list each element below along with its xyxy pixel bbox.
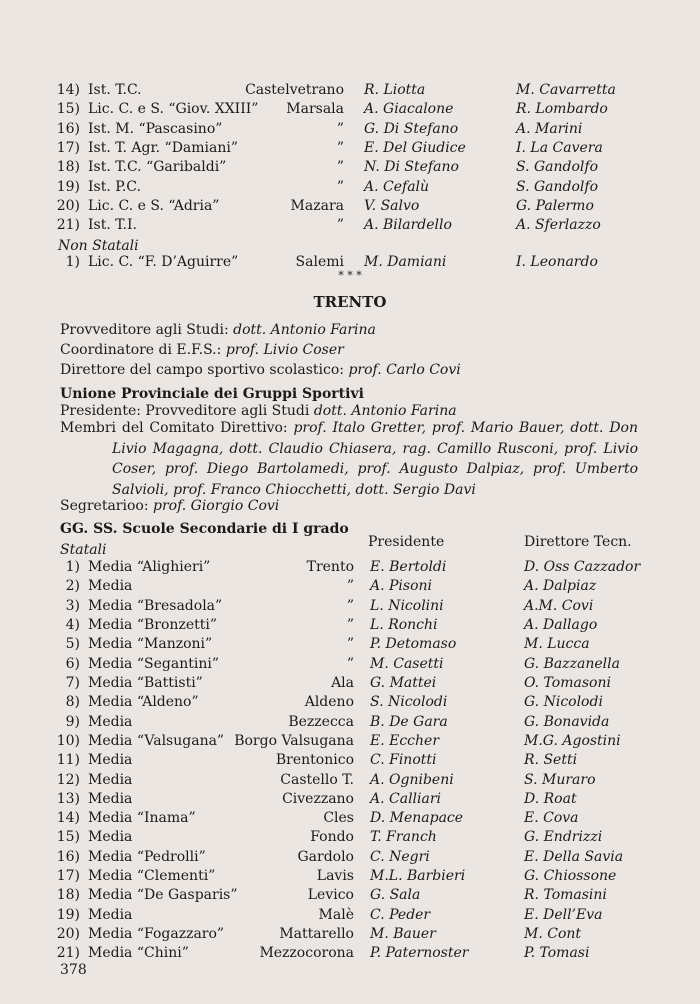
town: Aldeno xyxy=(304,694,354,711)
membri-paragraph xyxy=(60,418,638,500)
row-number: 1) xyxy=(65,254,80,270)
direttore-campo-label: Direttore del campo sportivo scolastico: xyxy=(60,362,349,378)
row-number: 5) xyxy=(65,636,80,653)
school-name: Lic. C. e S. “Adria” xyxy=(88,197,220,214)
table-row xyxy=(0,557,700,577)
town: ” xyxy=(336,120,344,137)
president: M.L. Barbieri xyxy=(370,868,466,885)
school-name: Media “Clementi” xyxy=(88,868,216,885)
technical-director: M. Cavarretta xyxy=(516,82,616,98)
technical-director: G. Nicolodi xyxy=(524,694,603,711)
row-number: 18) xyxy=(56,159,80,176)
table-row xyxy=(0,157,700,177)
town: Castelvetrano xyxy=(245,82,344,98)
non-statali-heading: Non Statali xyxy=(58,238,139,254)
town: Salemi xyxy=(295,254,344,270)
table-row xyxy=(0,731,700,751)
town: Levico xyxy=(307,887,354,904)
school-name: Media “De Gasparis” xyxy=(88,887,238,904)
town: ” xyxy=(346,597,354,614)
technical-director: A. Dalpiaz xyxy=(524,578,597,595)
town: Ala xyxy=(331,674,354,691)
table-row xyxy=(0,866,700,886)
school-name: Media “Alighieri” xyxy=(88,559,211,575)
president: A. Bilardello xyxy=(364,217,452,234)
table-row xyxy=(0,576,700,596)
row-number: 16) xyxy=(56,848,80,865)
membri-label: Membri del Comitato Direttivo: xyxy=(60,420,294,436)
president: A. Pisoni xyxy=(370,578,433,595)
school-name: Media xyxy=(88,752,133,769)
town: Gardolo xyxy=(297,848,354,865)
school-name: Ist. T.C. xyxy=(88,82,142,98)
school-name: Media “Bronzetti” xyxy=(88,616,217,633)
president: V. Salvo xyxy=(364,197,420,214)
page-number: 378 xyxy=(60,962,87,978)
row-number: 11) xyxy=(56,752,80,769)
president: L. Ronchi xyxy=(370,616,438,633)
presidente-value: dott. Antonio Farina xyxy=(313,403,457,419)
row-number: 2) xyxy=(65,578,80,595)
president: S. Nicolodi xyxy=(370,694,448,711)
row-number: 15) xyxy=(56,101,80,118)
town: Fondo xyxy=(310,829,354,846)
row-number: 17) xyxy=(56,868,80,885)
row-number: 21) xyxy=(56,945,80,962)
town: ” xyxy=(336,217,344,234)
unione-heading: Unione Provinciale dei Gruppi Sportivi xyxy=(60,386,364,402)
technical-director: O. Tomasoni xyxy=(524,674,611,691)
table-row xyxy=(0,712,700,732)
table-row xyxy=(0,634,700,654)
president: G. Di Stefano xyxy=(364,120,459,137)
table-row xyxy=(0,770,700,790)
president: G. Mattei xyxy=(370,674,437,691)
president: A. Calliari xyxy=(370,790,442,807)
table-row xyxy=(0,673,700,693)
school-name: Media “Aldeno” xyxy=(88,694,199,711)
row-number: 21) xyxy=(56,217,80,234)
table-row xyxy=(0,750,700,770)
school-name: Media “Segantini” xyxy=(88,655,219,672)
table-row xyxy=(0,80,700,100)
school-name: Ist. M. “Pascasino” xyxy=(88,120,223,137)
row-number: 1) xyxy=(65,559,80,575)
school-name: Media xyxy=(88,790,133,807)
row-number: 7) xyxy=(65,674,80,691)
membri-value: prof. Italo Gretter, prof. Mario Bauer, dott. Don Livio Magagna, dott. Claudio Chiasera, rag. Camillo Rusconi, prof. Livio Coser, prof. Diego Bartolamedi, prof. Augusto Dalpiaz, prof. Umberto Salvioli, prof. Franco Chiocchetti, dott. Sergio Davi xyxy=(112,420,639,498)
row-number: 9) xyxy=(65,713,80,730)
row-number: 18) xyxy=(56,887,80,904)
president: T. Franch xyxy=(370,829,437,846)
technical-director: S. Gandolfo xyxy=(516,178,599,195)
school-name: Media “Fogazzaro” xyxy=(88,926,225,943)
table-row xyxy=(0,99,700,119)
school-name: Media “Battisti” xyxy=(88,674,203,691)
technical-director: R. Lombardo xyxy=(516,101,608,118)
row-number: 3) xyxy=(65,597,80,614)
school-name: Media “Chini” xyxy=(88,945,189,962)
table-row xyxy=(0,177,700,197)
town: Marsala xyxy=(286,101,344,118)
column-header-president: Presidente xyxy=(368,534,445,550)
town: ” xyxy=(346,578,354,595)
row-number: 15) xyxy=(56,829,80,846)
town: Castello T. xyxy=(280,771,354,788)
president: N. Di Stefano xyxy=(364,159,459,176)
technical-director: M.G. Agostini xyxy=(524,732,621,749)
school-name: Lic. C. e S. “Giov. XXIII” xyxy=(88,101,259,118)
coordinatore-label: Coordinatore di E.F.S.: xyxy=(60,342,226,358)
president: L. Nicolini xyxy=(370,597,444,614)
school-name: Media xyxy=(88,771,133,788)
technical-director: R. Setti xyxy=(524,752,578,769)
president: G. Sala xyxy=(370,887,421,904)
table-row xyxy=(0,654,700,674)
school-name: Ist. T. Agr. “Damiani” xyxy=(88,139,239,156)
coordinatore-value: prof. Livio Coser xyxy=(225,342,344,358)
technical-director: G. Endrizzi xyxy=(524,829,603,846)
row-number: 14) xyxy=(56,82,80,98)
row-number: 17) xyxy=(56,139,80,156)
technical-director: I. Leonardo xyxy=(516,254,598,270)
president: A. Ognibeni xyxy=(370,771,454,788)
technical-director: D. Oss Cazzador xyxy=(524,559,641,575)
coordinatore-line xyxy=(60,340,344,360)
table-row xyxy=(0,847,700,867)
president: P. Paternoster xyxy=(370,945,469,962)
provveditore-line xyxy=(60,320,376,340)
school-name: Lic. C. “F. D’Aguirre” xyxy=(88,254,239,270)
technical-director: E. Della Savia xyxy=(524,848,624,865)
technical-director: I. La Cavera xyxy=(516,139,603,156)
town: ” xyxy=(336,178,344,195)
school-name: Ist. P.C. xyxy=(88,178,141,195)
row-number: 16) xyxy=(56,120,80,137)
column-header-director: Direttore Tecn. xyxy=(524,534,632,550)
technical-director: A. Sferlazzo xyxy=(516,217,601,234)
town: Bezzecca xyxy=(288,713,354,730)
president: C. Finotti xyxy=(370,752,437,769)
school-name: Media xyxy=(88,578,133,595)
town: Cles xyxy=(323,810,354,827)
technical-director: G. Bonavida xyxy=(524,713,610,730)
row-number: 6) xyxy=(65,655,80,672)
section-separator-stars: * * * xyxy=(338,269,362,282)
provveditore-label: Provveditore agli Studi: xyxy=(60,322,234,338)
school-name: Ist. T.C. “Garibaldi” xyxy=(88,159,227,176)
town: ” xyxy=(346,636,354,653)
school-name: Media “Bresadola” xyxy=(88,597,223,614)
table-row xyxy=(0,808,700,828)
statali-heading: Statali xyxy=(60,542,107,558)
president: R. Liotta xyxy=(364,82,426,98)
school-name: Media “Inama” xyxy=(88,810,196,827)
town: Brentonico xyxy=(275,752,354,769)
town: ” xyxy=(346,616,354,633)
row-number: 12) xyxy=(56,771,80,788)
technical-director: M. Cont xyxy=(524,926,582,943)
town: Mattarello xyxy=(279,926,354,943)
table-row xyxy=(0,905,700,925)
row-number: 10) xyxy=(56,732,80,749)
technical-director: D. Roat xyxy=(524,790,577,807)
technical-director: S. Muraro xyxy=(524,771,596,788)
president: E. Del Giudice xyxy=(364,139,466,156)
town: Malè xyxy=(318,906,354,923)
table-row xyxy=(0,119,700,139)
school-name: Media xyxy=(88,906,133,923)
table-row xyxy=(0,885,700,905)
row-number: 20) xyxy=(56,197,80,214)
technical-director: G. Palermo xyxy=(516,197,594,214)
row-number: 19) xyxy=(56,178,80,195)
technical-director: G. Bazzanella xyxy=(524,655,620,672)
town: Lavis xyxy=(316,868,354,885)
segretario-value: prof. Giorgio Covi xyxy=(152,498,280,514)
town: ” xyxy=(336,159,344,176)
table-row xyxy=(0,692,700,712)
table-row xyxy=(0,215,700,235)
provveditore-value: dott. Antonio Farina xyxy=(233,322,376,338)
president: B. De Gara xyxy=(370,713,448,730)
table-row xyxy=(0,196,700,216)
town: ” xyxy=(346,655,354,672)
president: P. Detomaso xyxy=(370,636,457,653)
president: C. Negri xyxy=(370,848,430,865)
president: E. Eccher xyxy=(370,732,440,749)
president: A. Giacalone xyxy=(364,101,454,118)
row-number: 13) xyxy=(56,790,80,807)
gg-heading: GG. SS. Scuole Secondarie di I grado xyxy=(60,521,349,537)
table-row xyxy=(0,596,700,616)
town: Trento xyxy=(306,559,354,575)
technical-director: E. Dell’Eva xyxy=(524,906,603,923)
technical-director: A.M. Covi xyxy=(524,597,594,614)
technical-director: G. Chiossone xyxy=(524,868,617,885)
presidente-label: Presidente: Provveditore agli Studi xyxy=(60,403,314,419)
table-row xyxy=(0,827,700,847)
school-name: Media xyxy=(88,713,133,730)
technical-director: E. Cova xyxy=(524,810,579,827)
row-number: 19) xyxy=(56,906,80,923)
table-row xyxy=(0,943,700,963)
president: C. Peder xyxy=(370,906,431,923)
president: A. Cefalù xyxy=(364,178,430,195)
table-row xyxy=(0,615,700,635)
technical-director: A. Dallago xyxy=(524,616,598,633)
row-number: 8) xyxy=(65,694,80,711)
technical-director: P. Tomasi xyxy=(524,945,590,962)
section-title: TRENTO xyxy=(313,293,387,311)
table-row xyxy=(0,789,700,809)
direttore-campo-line xyxy=(60,360,461,380)
president: D. Menapace xyxy=(370,810,464,827)
row-number: 14) xyxy=(56,810,80,827)
town: Borgo Valsugana xyxy=(234,732,354,749)
technical-director: M. Lucca xyxy=(524,636,590,653)
school-name: Media “Pedrolli” xyxy=(88,848,206,865)
town: Civezzano xyxy=(282,790,354,807)
segretario-line xyxy=(60,496,279,516)
president: M. Casetti xyxy=(370,655,444,672)
table-row xyxy=(0,924,700,944)
technical-director: A. Marini xyxy=(516,120,583,137)
table-row xyxy=(0,138,700,158)
president: M. Damiani xyxy=(364,254,447,270)
school-name: Ist. T.I. xyxy=(88,217,137,234)
row-number: 4) xyxy=(65,616,80,633)
school-name: Media “Valsugana” xyxy=(88,732,225,749)
town: ” xyxy=(336,139,344,156)
direttore-campo-value: prof. Carlo Covi xyxy=(348,362,461,378)
segretario-label: Segretarioo: xyxy=(60,498,153,514)
row-number: 20) xyxy=(56,926,80,943)
technical-director: S. Gandolfo xyxy=(516,159,599,176)
president: M. Bauer xyxy=(370,926,436,943)
school-name: Media xyxy=(88,829,133,846)
town: Mazara xyxy=(290,197,344,214)
president: E. Bertoldi xyxy=(370,559,447,575)
town: Mezzocorona xyxy=(259,945,354,962)
school-name: Media “Manzoni” xyxy=(88,636,213,653)
technical-director: R. Tomasini xyxy=(524,887,607,904)
